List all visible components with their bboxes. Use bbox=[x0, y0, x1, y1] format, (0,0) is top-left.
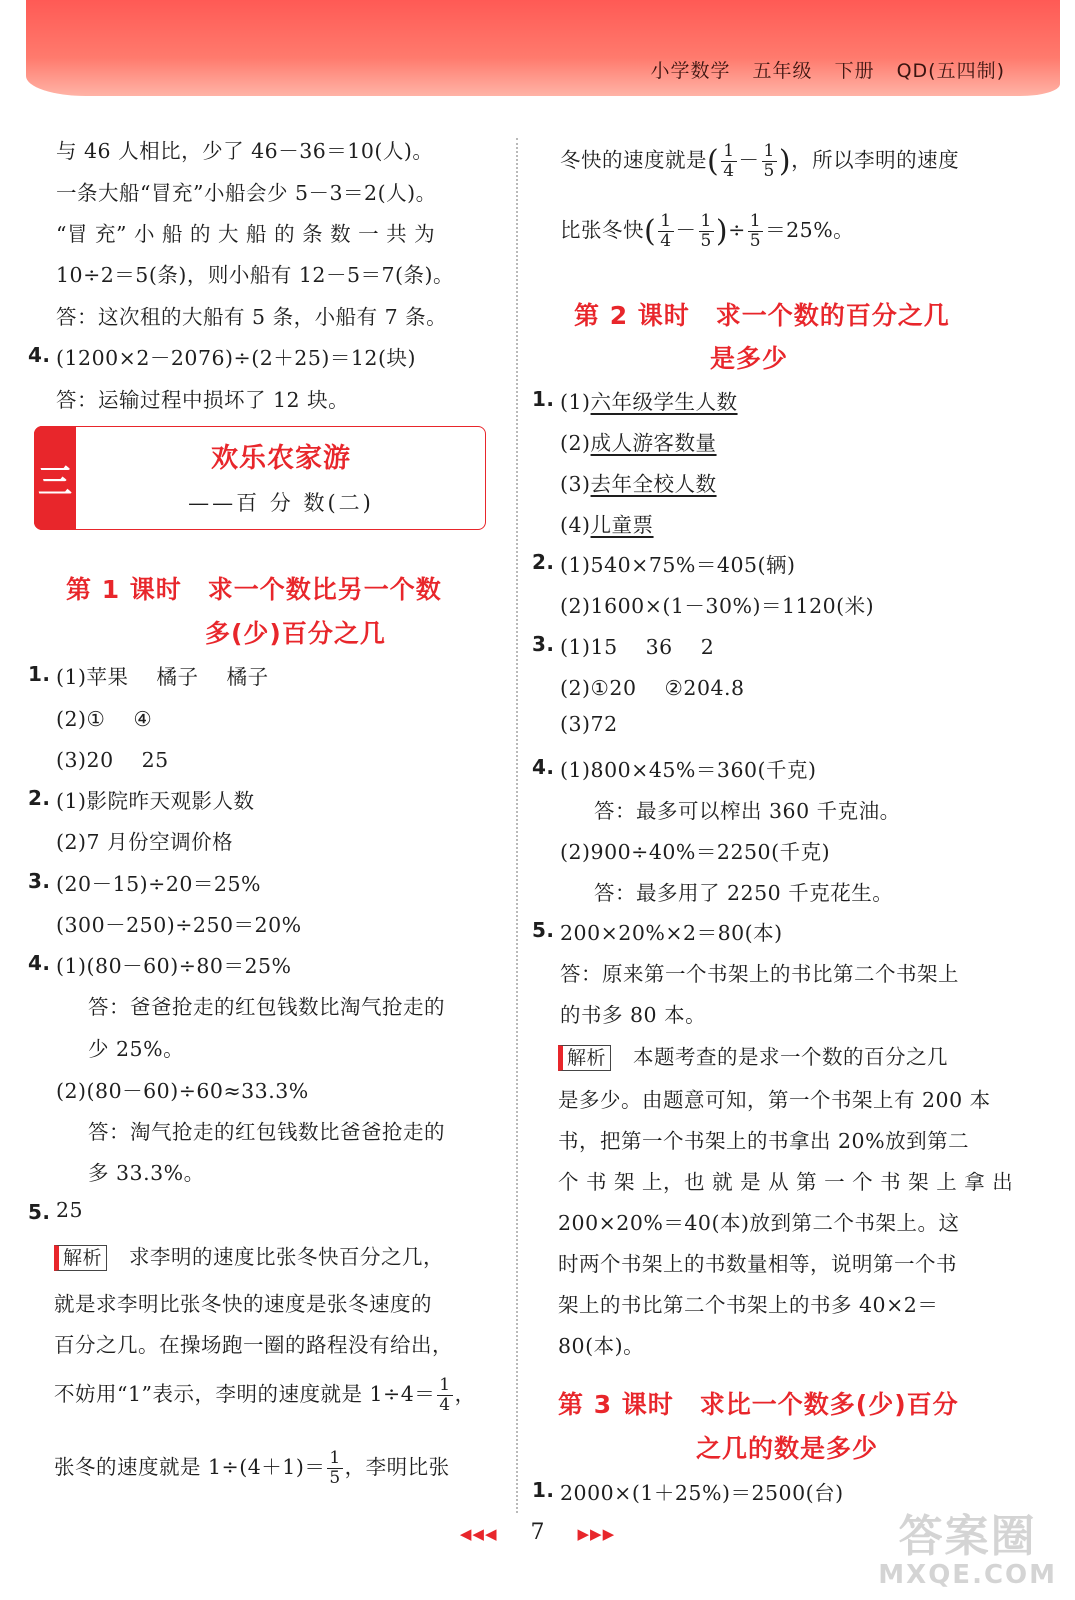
text-line: 答：淘气抢走的红包钱数比爸爸抢走的 bbox=[88, 1120, 445, 1144]
text-line: (2)1600×(1－30%)＝1120(米) bbox=[560, 594, 875, 618]
underlined-answer: 去年全校人数 bbox=[590, 472, 717, 496]
unit-number-mark: 三 bbox=[34, 426, 76, 530]
question-number: 4. bbox=[28, 951, 51, 975]
text-line-with-fraction bbox=[54, 1376, 476, 1415]
fraction-numerator: 1 bbox=[749, 211, 762, 231]
fraction bbox=[437, 1376, 452, 1415]
fraction-denominator: 4 bbox=[660, 231, 672, 251]
fraction bbox=[762, 142, 777, 181]
text-segment: ÷ bbox=[728, 218, 746, 242]
prev-arrows-icon: ◀◀◀ bbox=[459, 1525, 498, 1543]
text-line: 2000×(1＋25%)＝2500(台) bbox=[560, 1481, 844, 1505]
header-edition: QD(五四制) bbox=[896, 60, 1005, 82]
fraction-numerator: 1 bbox=[763, 141, 775, 161]
watermark-url: MXQE.COM bbox=[878, 1560, 1057, 1590]
text-segment: (3) bbox=[560, 472, 591, 496]
paren: ) bbox=[715, 214, 729, 249]
text-line: 少 25%。 bbox=[88, 1037, 185, 1061]
question-number: 1. bbox=[532, 1478, 555, 1502]
text-segment: ，李明比张 bbox=[344, 1455, 450, 1479]
text-line: 200×20%＝40(本)放到第二个书架上。这 bbox=[558, 1211, 960, 1235]
text-segment: (4) bbox=[560, 513, 591, 537]
unit-subtitle: ——百 分 数(二) bbox=[188, 491, 374, 515]
text-line: 百分之几。在操场跑一圈的路程没有给出， bbox=[54, 1333, 453, 1357]
fraction-numerator: 1 bbox=[439, 1375, 451, 1395]
text-line: (1)(80－60)÷80＝25% bbox=[56, 954, 292, 978]
fraction-numerator: 1 bbox=[660, 211, 672, 231]
question-number: 2. bbox=[28, 786, 51, 810]
text-line: (3)72 bbox=[560, 712, 618, 736]
text-line: (2)(80－60)÷60≈33.3% bbox=[56, 1079, 309, 1103]
text-line: 与 46 人相比，少了 46－36＝10(人)。 bbox=[56, 139, 434, 163]
fraction-denominator: 4 bbox=[439, 1395, 451, 1415]
analysis-tag: 解析 bbox=[54, 1245, 107, 1271]
text-line: 时两个书架上的书数量相等，说明第一个书 bbox=[558, 1252, 957, 1276]
unit-title: 欢乐农家游 bbox=[211, 443, 351, 474]
text-line: 答：运输过程中损坏了 12 块。 bbox=[56, 388, 350, 412]
text-segment: 冬快的速度就是 bbox=[560, 148, 707, 172]
text-line: 答：原来第一个书架上的书比第二个书架上 bbox=[560, 962, 959, 986]
lesson-title-cont: 是多少 bbox=[710, 344, 789, 373]
question-number: 1. bbox=[532, 387, 555, 411]
question-number: 4. bbox=[532, 755, 555, 779]
fraction bbox=[748, 212, 763, 251]
question-number: 3. bbox=[532, 632, 555, 656]
underlined-answer: 儿童票 bbox=[590, 513, 654, 537]
analysis-tag: 解析 bbox=[558, 1045, 611, 1071]
text-line: 多 33.3%。 bbox=[88, 1161, 205, 1185]
header-volume: 下册 bbox=[834, 60, 875, 82]
text-line: 架上的书比第二个书架上的书多 40×2＝ bbox=[558, 1293, 939, 1317]
fraction-denominator: 5 bbox=[329, 1468, 341, 1488]
fraction-denominator: 5 bbox=[700, 231, 712, 251]
text-segment: － bbox=[738, 148, 760, 172]
text-segment: ＝25%。 bbox=[765, 218, 855, 242]
text-line: 80(本)。 bbox=[558, 1334, 645, 1358]
text-line: 答：最多用了 2250 千克花生。 bbox=[594, 881, 894, 905]
text-line-with-fraction bbox=[54, 1449, 450, 1488]
underlined-answer: 成人游客数量 bbox=[590, 431, 717, 455]
text-line: (1)540×75%＝405(辆) bbox=[560, 553, 796, 577]
text-line: 10÷2＝5(条)，则小船有 12－5＝7(条)。 bbox=[56, 263, 455, 287]
fraction bbox=[658, 212, 673, 251]
page-number: 7 bbox=[530, 1520, 545, 1545]
text-line: 是多少。由题意可知，第一个书架上有 200 本 bbox=[558, 1088, 991, 1112]
text-line: 个 书 架 上，也 就 是 从 第 一 个 书 架 上 拿 出 bbox=[558, 1170, 1014, 1194]
text-line: (1)800×45%＝360(千克) bbox=[560, 758, 817, 782]
question-number: 2. bbox=[532, 550, 555, 574]
fraction-denominator: 5 bbox=[749, 231, 762, 251]
header-grade: 五年级 bbox=[752, 60, 813, 82]
lesson-title: 第 3 课时 求比一个数多(少)百分 bbox=[558, 1390, 959, 1419]
column-divider bbox=[516, 138, 518, 1513]
question-number: 4. bbox=[28, 343, 51, 367]
text-line: 25 bbox=[56, 1198, 84, 1222]
text-line bbox=[560, 385, 738, 415]
analysis-line bbox=[54, 1240, 444, 1271]
text-line: (2)900÷40%＝2250(千克) bbox=[560, 840, 831, 864]
text-line: (20－15)÷20＝25% bbox=[56, 872, 261, 896]
text-line: (1200×2－2076)÷(2＋25)＝12(块) bbox=[56, 346, 416, 370]
text-segment: 张冬的速度就是 1÷(4＋1)＝ bbox=[54, 1455, 326, 1479]
text-line: (2)①20 ②204.8 bbox=[560, 676, 745, 700]
text-segment: － bbox=[675, 218, 697, 242]
fraction bbox=[327, 1449, 342, 1488]
paren: ( bbox=[707, 144, 720, 179]
question-number: 3. bbox=[28, 869, 51, 893]
text-line: 一条大船“冒充”小船会少 5－3＝2(人)。 bbox=[56, 181, 437, 205]
analysis-line bbox=[558, 1040, 948, 1071]
text-line bbox=[560, 467, 717, 497]
fraction bbox=[721, 142, 736, 181]
text-line: 就是求李明比张冬快的速度是张冬速度的 bbox=[54, 1292, 432, 1316]
analysis-text: 本题考查的是求一个数的百分之几 bbox=[633, 1045, 949, 1069]
text-line: (2)7 月份空调价格 bbox=[56, 830, 234, 854]
text-line: (2)① ④ bbox=[56, 707, 153, 731]
text-segment: (1) bbox=[560, 390, 591, 414]
text-segment: ，所以李明的速度 bbox=[791, 148, 960, 172]
watermark-logo bbox=[878, 1511, 1057, 1590]
text-line-with-fraction bbox=[560, 212, 854, 251]
text-line: (1)15 36 2 bbox=[560, 635, 715, 659]
text-line: 答：这次租的大船有 5 条，小船有 7 条。 bbox=[56, 305, 448, 329]
watermark-text: 答案圈 bbox=[898, 1511, 1037, 1562]
text-line-with-fraction bbox=[560, 142, 959, 181]
text-line: 的书多 80 本。 bbox=[560, 1003, 707, 1027]
text-line: 书，把第一个书架上的书拿出 20%放到第二 bbox=[558, 1129, 970, 1153]
text-line: 答：最多可以榨出 360 千克油。 bbox=[594, 799, 901, 823]
paren: ( bbox=[644, 214, 657, 249]
text-line bbox=[560, 426, 717, 456]
next-arrows-icon: ▶▶▶ bbox=[577, 1525, 616, 1543]
lesson-title: 第 1 课时 求一个数比另一个数 bbox=[66, 575, 442, 604]
underlined-answer: 六年级学生人数 bbox=[590, 390, 738, 414]
fraction-numerator: 1 bbox=[723, 141, 735, 161]
text-line bbox=[560, 508, 654, 538]
paren: ) bbox=[778, 144, 792, 179]
text-segment: 不妨用“1”表示，李明的速度就是 1÷4＝ bbox=[54, 1382, 436, 1406]
header-info bbox=[629, 56, 1005, 83]
text-line: (1)影院昨天观影人数 bbox=[56, 789, 255, 813]
text-line: (300－250)÷250＝20% bbox=[56, 913, 302, 937]
text-line: (3)20 25 bbox=[56, 748, 169, 772]
analysis-text: 求李明的速度比张冬快百分之几， bbox=[129, 1245, 445, 1269]
text-segment: 比张冬快 bbox=[560, 218, 644, 242]
header-subject: 小学数学 bbox=[650, 60, 731, 82]
question-number: 1. bbox=[28, 662, 51, 686]
text-line: 答：爸爸抢走的红包钱数比淘气抢走的 bbox=[88, 995, 445, 1019]
fraction-numerator: 1 bbox=[329, 1448, 341, 1468]
text-segment: ， bbox=[454, 1382, 476, 1406]
text-line: “冒 充” 小 船 的 大 船 的 条 数 一 共 为 bbox=[56, 222, 436, 246]
lesson-title-cont: 之几的数是多少 bbox=[696, 1434, 879, 1463]
text-line: 200×20%×2＝80(本) bbox=[560, 921, 783, 945]
question-number: 5. bbox=[28, 1200, 51, 1224]
lesson-title-cont: 多(少)百分之几 bbox=[205, 619, 386, 648]
text-segment: (2) bbox=[560, 431, 591, 455]
fraction-denominator: 4 bbox=[723, 161, 735, 181]
text-line: (1)苹果 橘子 橘子 bbox=[56, 665, 269, 689]
fraction-numerator: 1 bbox=[700, 211, 712, 231]
question-number: 5. bbox=[532, 918, 555, 942]
fraction-denominator: 5 bbox=[763, 161, 775, 181]
fraction bbox=[699, 212, 714, 251]
lesson-title: 第 2 课时 求一个数的百分之几 bbox=[574, 301, 950, 330]
